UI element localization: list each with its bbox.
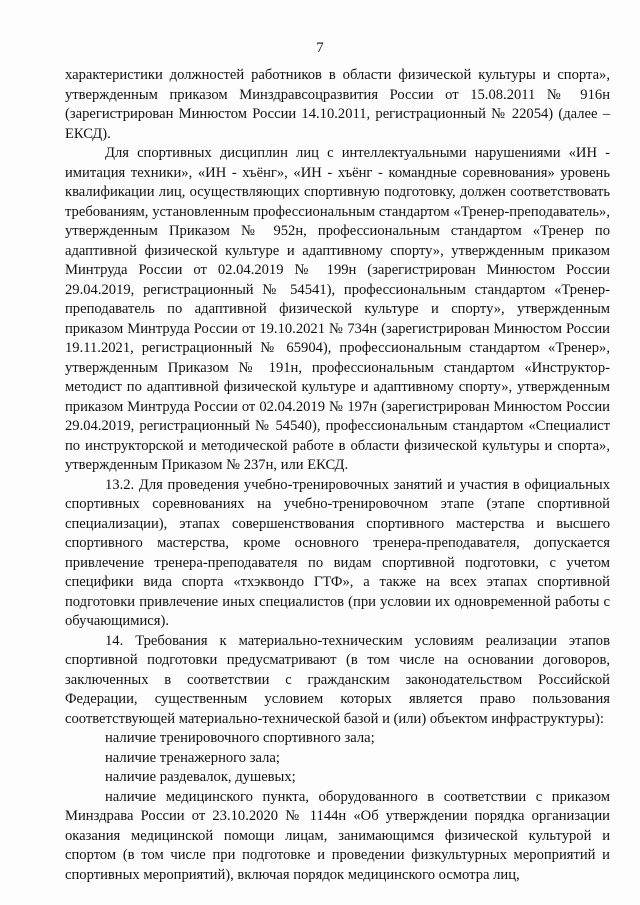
page-number: 7 bbox=[316, 40, 324, 56]
paragraph-qualification-requirements: Для спортивных дисциплин лиц с интеллектуальными нарушениями «ИН - имитация техники», «ИН - хъёнг», «ИН - хъёнг - командные соревнования» уровень квалификации лиц, осуществляющих спортивную подготовку, должен соответствовать требованиям, установленным профессиональным стандартом «Тренер-преподаватель», утвержденным Приказом № 952н, профессиональным стандартом «Тренер по адаптивной физической культуре и адаптивному спорту», утвержденным приказом Минтруда России от 02.04.2019 № 199н (зарегистрирован Минюстом России 29.04.2019, регистрационный № 54541), профессиональным стандартом «Тренер-преподаватель по адаптивной физической культуре и спорту», утвержденным приказом Минтруда России от 19.10.2021 № 734н (зарегистрирован Минюстом России 19.11.2021, регистрационный № 65904), профессиональным стандартом «Тренер», утвержденным Приказом № 191н, профессиональным стандартом «Инструктор-методист по адаптивной физической культуре и адаптивному спорту», утвержденным приказом Минтруда России от 02.04.2019 № 197н (зарегистрирован Минюстом России 29.04.2019, регистрационный № 54540), профессиональным стандартом «Специалист по инструкторской и методической работе в области физической культуры и спорта», утвержденным Приказом № 237н, или ЕКСД. bbox=[65, 145, 610, 473]
list-item: наличие тренажерного зала; bbox=[105, 749, 280, 766]
list-item: наличие тренировочного спортивного зала; bbox=[105, 730, 375, 746]
paragraph-continuation: характеристики должностей работников в области физической культуры и спорта», утвержденным приказом Минздравсоцразвития России от 15.08.2011 № 916н (зарегистрирован Минюстом России 14.10.2011, регистрационный № 22054) (далее – ЕКСД). bbox=[65, 67, 610, 142]
paragraph-medical-point: наличие медицинского пункта, оборудованного в соответствии с приказом Минздрава России от 23.10.2020 № 1144н «Об утверждении порядка организации оказания медицинской помощи лицам, занимающимся физической культурой и спортом (в том числе при подготовке и проведении физкультурных мероприятий и спортивных мероприятий), включая порядок медицинского осмотра лиц, bbox=[65, 788, 610, 883]
document-body bbox=[65, 66, 610, 885]
paragraph-13-2: 13.2. Для проведения учебно-тренировочных занятий и участия в официальных спортивных соревнованиях на учебно-тренировочном этапе (этапе спортивной специализации), этапах совершенствования спортивного мастерства и высшего спортивного мастерства, кроме основного тренера-преподавателя, допускается привлечение тренера-преподавателя по видам спортивной подготовки, с учетом специфики вида спорта «тхэквондо ГТФ», а также на всех этапах спортивной подготовки привлечение иных специалистов (при условии их одновременной работы с обучающимися). bbox=[65, 476, 610, 629]
list-item: наличие раздевалок, душевых; bbox=[105, 769, 296, 785]
paragraph-14: 14. Требования к материально-техническим условиям реализации этапов спортивной подготовки предусматривают (в том числе на основании договоров, заключенных в соответствии с гражданским законодательством Российской Федерации, существенным условием которых является право пользования соответствующей материально-технической базой и (или) объектом инфраструктуры): bbox=[65, 632, 610, 727]
